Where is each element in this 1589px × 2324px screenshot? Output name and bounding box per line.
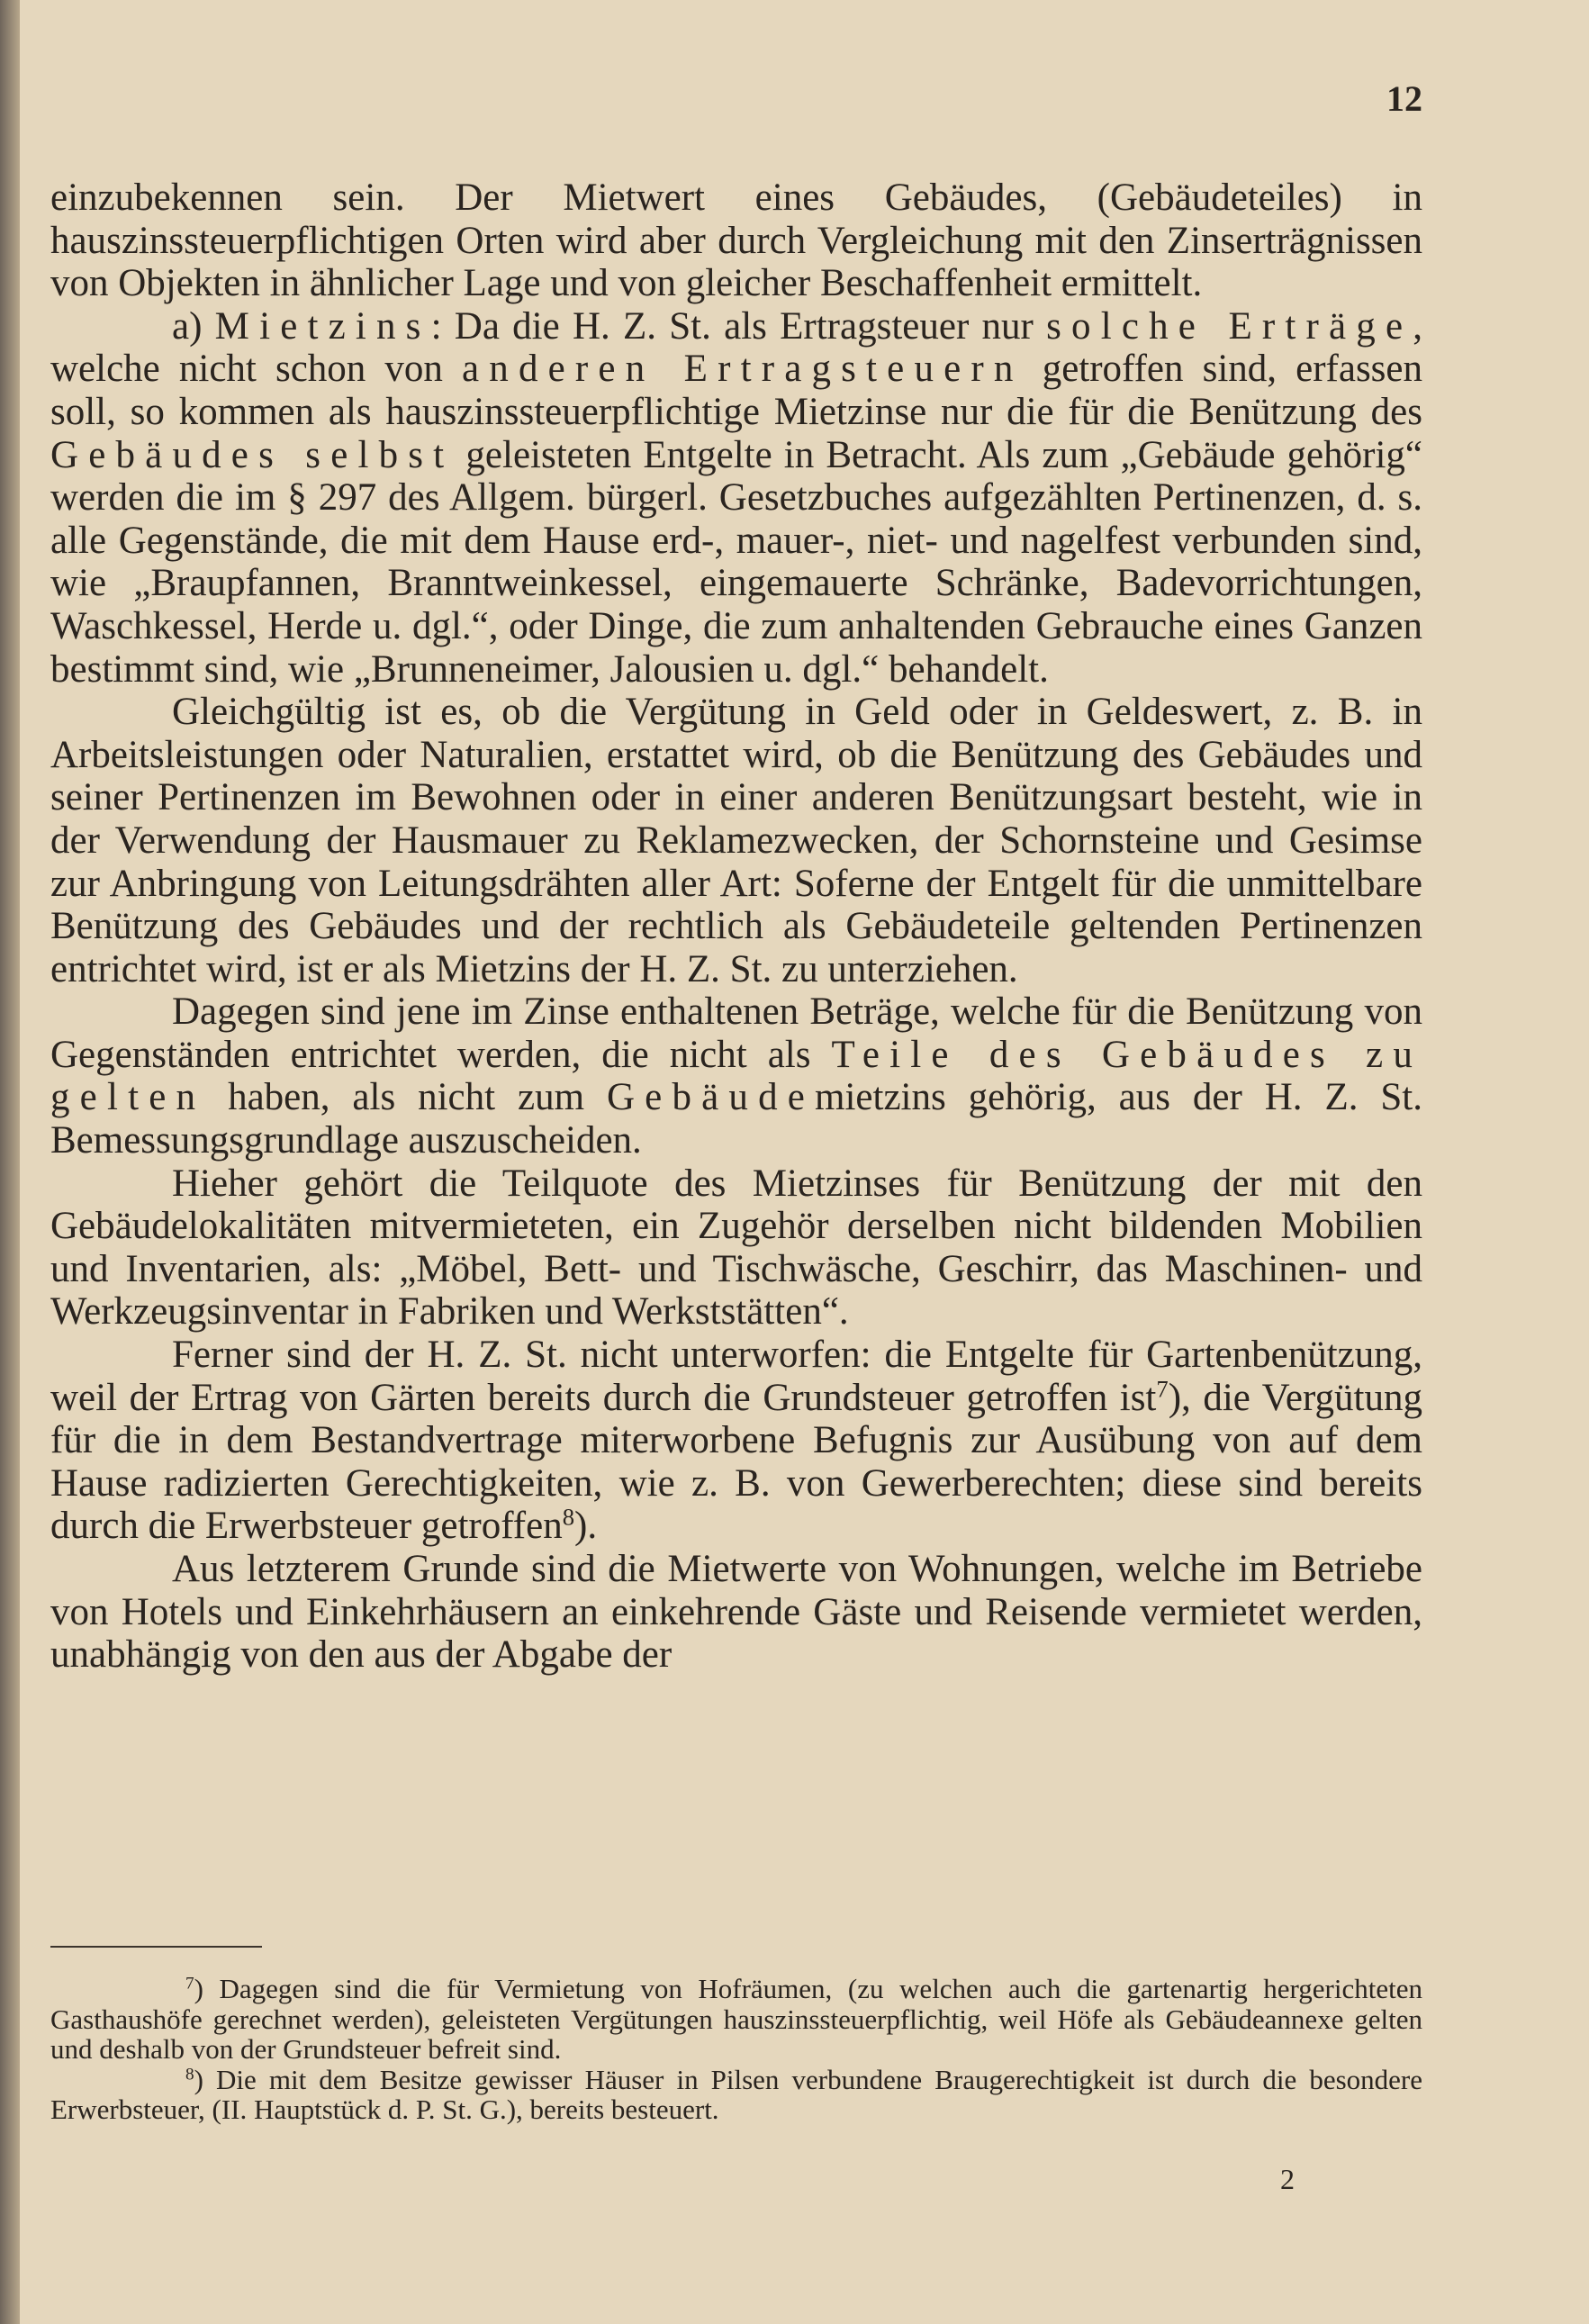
paragraph-2-text-4: geleisteten Entgelte in Betracht. Als zum „Gebäude gehörig“ werden die im § 297 des Allgem. bürgerl. Gesetzbuches aufgezählten Pertinenzen, d. s. alle Gegenstände, die mit dem Hause erd-, mauer-, niet- und nagelfest verbunden sind, wie „Braupfannen, Branntweinkessel, eingemauerte Schränke, Badevorrichtungen, Waschkessel, Herde u. dgl.“, oder Dinge, die zum anhaltenden Gebrauche eines Ganzen bestimmt sind, wie „Brunneneimer, Jalousien u. dgl.“ behandelt. (50, 433, 1422, 691)
paragraph-2-prefix: a) (172, 304, 215, 348)
paragraph-4-text-3: mietzins gehörig, aus der H. Z. St. Bemessungsgrundlage auszuscheiden. (50, 1076, 1422, 1162)
footnote-ref-7: 7 (1156, 1374, 1169, 1402)
paragraph-4-text-2: haben, als nicht zum (205, 1076, 607, 1119)
page-number: 12 (1386, 78, 1422, 119)
term-mietzins: Mietzins (214, 304, 431, 348)
body-text (50, 176, 1422, 1677)
emphasis-gebaeude: Gebäude (606, 1076, 816, 1119)
paragraph-5: Hieher gehört die Teilquote des Mietzinses für Benützung der mit den Gebäudelokalitäten mitvermieteten, ein Zugehör derselben nicht bildenden Mobilien und Inventarien, als: „Möbel, Bett- und Tischwäsche, Geschirr, das Maschinen- und Werkzeugsinventar in Fabriken und Werkststätten“. (50, 1162, 1422, 1334)
footnote-8-text: ) Die mit dem Besitze gewisser Häuser in Pilsen verbundene Braugerechtigkeit ist durch die besondere Erwerbsteuer, (II. Hauptstück d. P. St. G.), bereits besteuert. (50, 2063, 1422, 2125)
paragraph-2 (50, 305, 1422, 691)
emphasis-gebaeudes-selbst: Gebäudes selbst (50, 433, 455, 476)
paragraph-7: Aus letzterem Grunde sind die Mietwerte von Wohnungen, welche im Betriebe von Hotels und Einkehrhäusern an einkehrende Gäste und Reisende vermietet werden, unabhängig von den aus der Abgabe der (50, 1548, 1422, 1677)
footnotes (50, 1974, 1422, 2125)
emphasis-teile-des-gebaeudes: Teile des Gebäudes zu gelten (50, 1033, 1422, 1119)
printer-signature-mark: 2 (1280, 2163, 1295, 2195)
footnote-7-text: ) Dagegen sind die für Vermietung von Hofräumen, (zu welchen auch die gartenartig hergerichteten Gasthaushöfe gerechnet werden), geleisteten Vergütungen hauszinssteuerpflichtig, weil Höfe als Gebäudeannexe gelten und deshalb von der Grundsteuer befreit sind. (50, 1973, 1422, 2065)
paragraph-2-text-2: , welche nicht schon von (50, 304, 1422, 391)
paragraph-6-text-1: Ferner sind der H. Z. St. nicht unterworfen: die Entgelte für Gartenbenützung, weil der Ertrag von Gärten bereits durch die Grundsteuer getroffen ist (50, 1334, 1422, 1419)
footnote-7 (50, 1974, 1422, 2065)
paragraph-1: einzubekennen sein. Der Mietwert eines Gebäudes, (Gebäudeteiles) in hauszinssteuerpflichtigen Orten wird aber durch Vergleichung mit den Zinserträgnissen von Objekten in ähnlicher Lage und von gleicher Beschaffenheit ermittelt. (50, 176, 1422, 305)
paragraph-3: Gleichgültig ist es, ob die Vergütung in Geld oder in Geldeswert, z. B. in Arbeitsleistungen oder Naturalien, erstattet wird, ob die Benützung des Gebäudes und seiner Pertinenzen im Bewohnen oder in einer anderen Benützungsart besteht, wie in der Verwendung der Hausmauer zu Reklamezwecken, der Schornsteine und Gesimse zur Anbringung von Leitungsdrähten aller Art: Soferne der Entgelt für die unmittelbare Benützung des Gebäudes und der rechtlich als Gebäudeteile geltenden Pertinenzen entrichtet wird, ist er als Mietzins der H. Z. St. zu unterziehen. (50, 691, 1422, 990)
binding-edge-shadow (0, 0, 20, 2324)
footnote-7-marker: 7 (185, 1974, 194, 1994)
paragraph-6-text-3: ). (574, 1505, 598, 1548)
paragraph-2-text-1: : Da die H. Z. St. als Ertragsteuer nur (430, 304, 1047, 348)
paragraph-2-text-3: getroffen sind, erfassen soll, so kommen als hauszinssteuerpflichtige Mietzinse nur die für die Benützung des (50, 348, 1422, 433)
footnote-ref-8: 8 (562, 1503, 575, 1531)
paragraph-4-text-1: Dagegen sind jene im Zinse enthaltenen Beträge, welche für die Benützung von Gegenständen entrichtet werden, die nicht als (50, 990, 1422, 1076)
emphasis-anderen-ertragsteuern: anderen Ertragsteuern (462, 348, 1024, 391)
footnote-8 (50, 2065, 1422, 2125)
paragraph-6 (50, 1334, 1422, 1548)
emphasis-solche-ertraege: solche Erträge (1046, 304, 1413, 348)
footnote-divider (50, 1946, 262, 1948)
paragraph-4 (50, 990, 1422, 1162)
book-page (20, 0, 1589, 2324)
footnote-8-marker: 8 (185, 2064, 194, 2084)
paragraph-6-text-2: ), die Vergütung für die in dem Bestandvertrage miterworbene Befugnis zur Ausübung von auf dem Hause radizierten Gerechtigkeiten, wie z. B. von Gewerberechten; diese sind bereits durch die Erwerbsteuer getroffen (50, 1376, 1423, 1548)
